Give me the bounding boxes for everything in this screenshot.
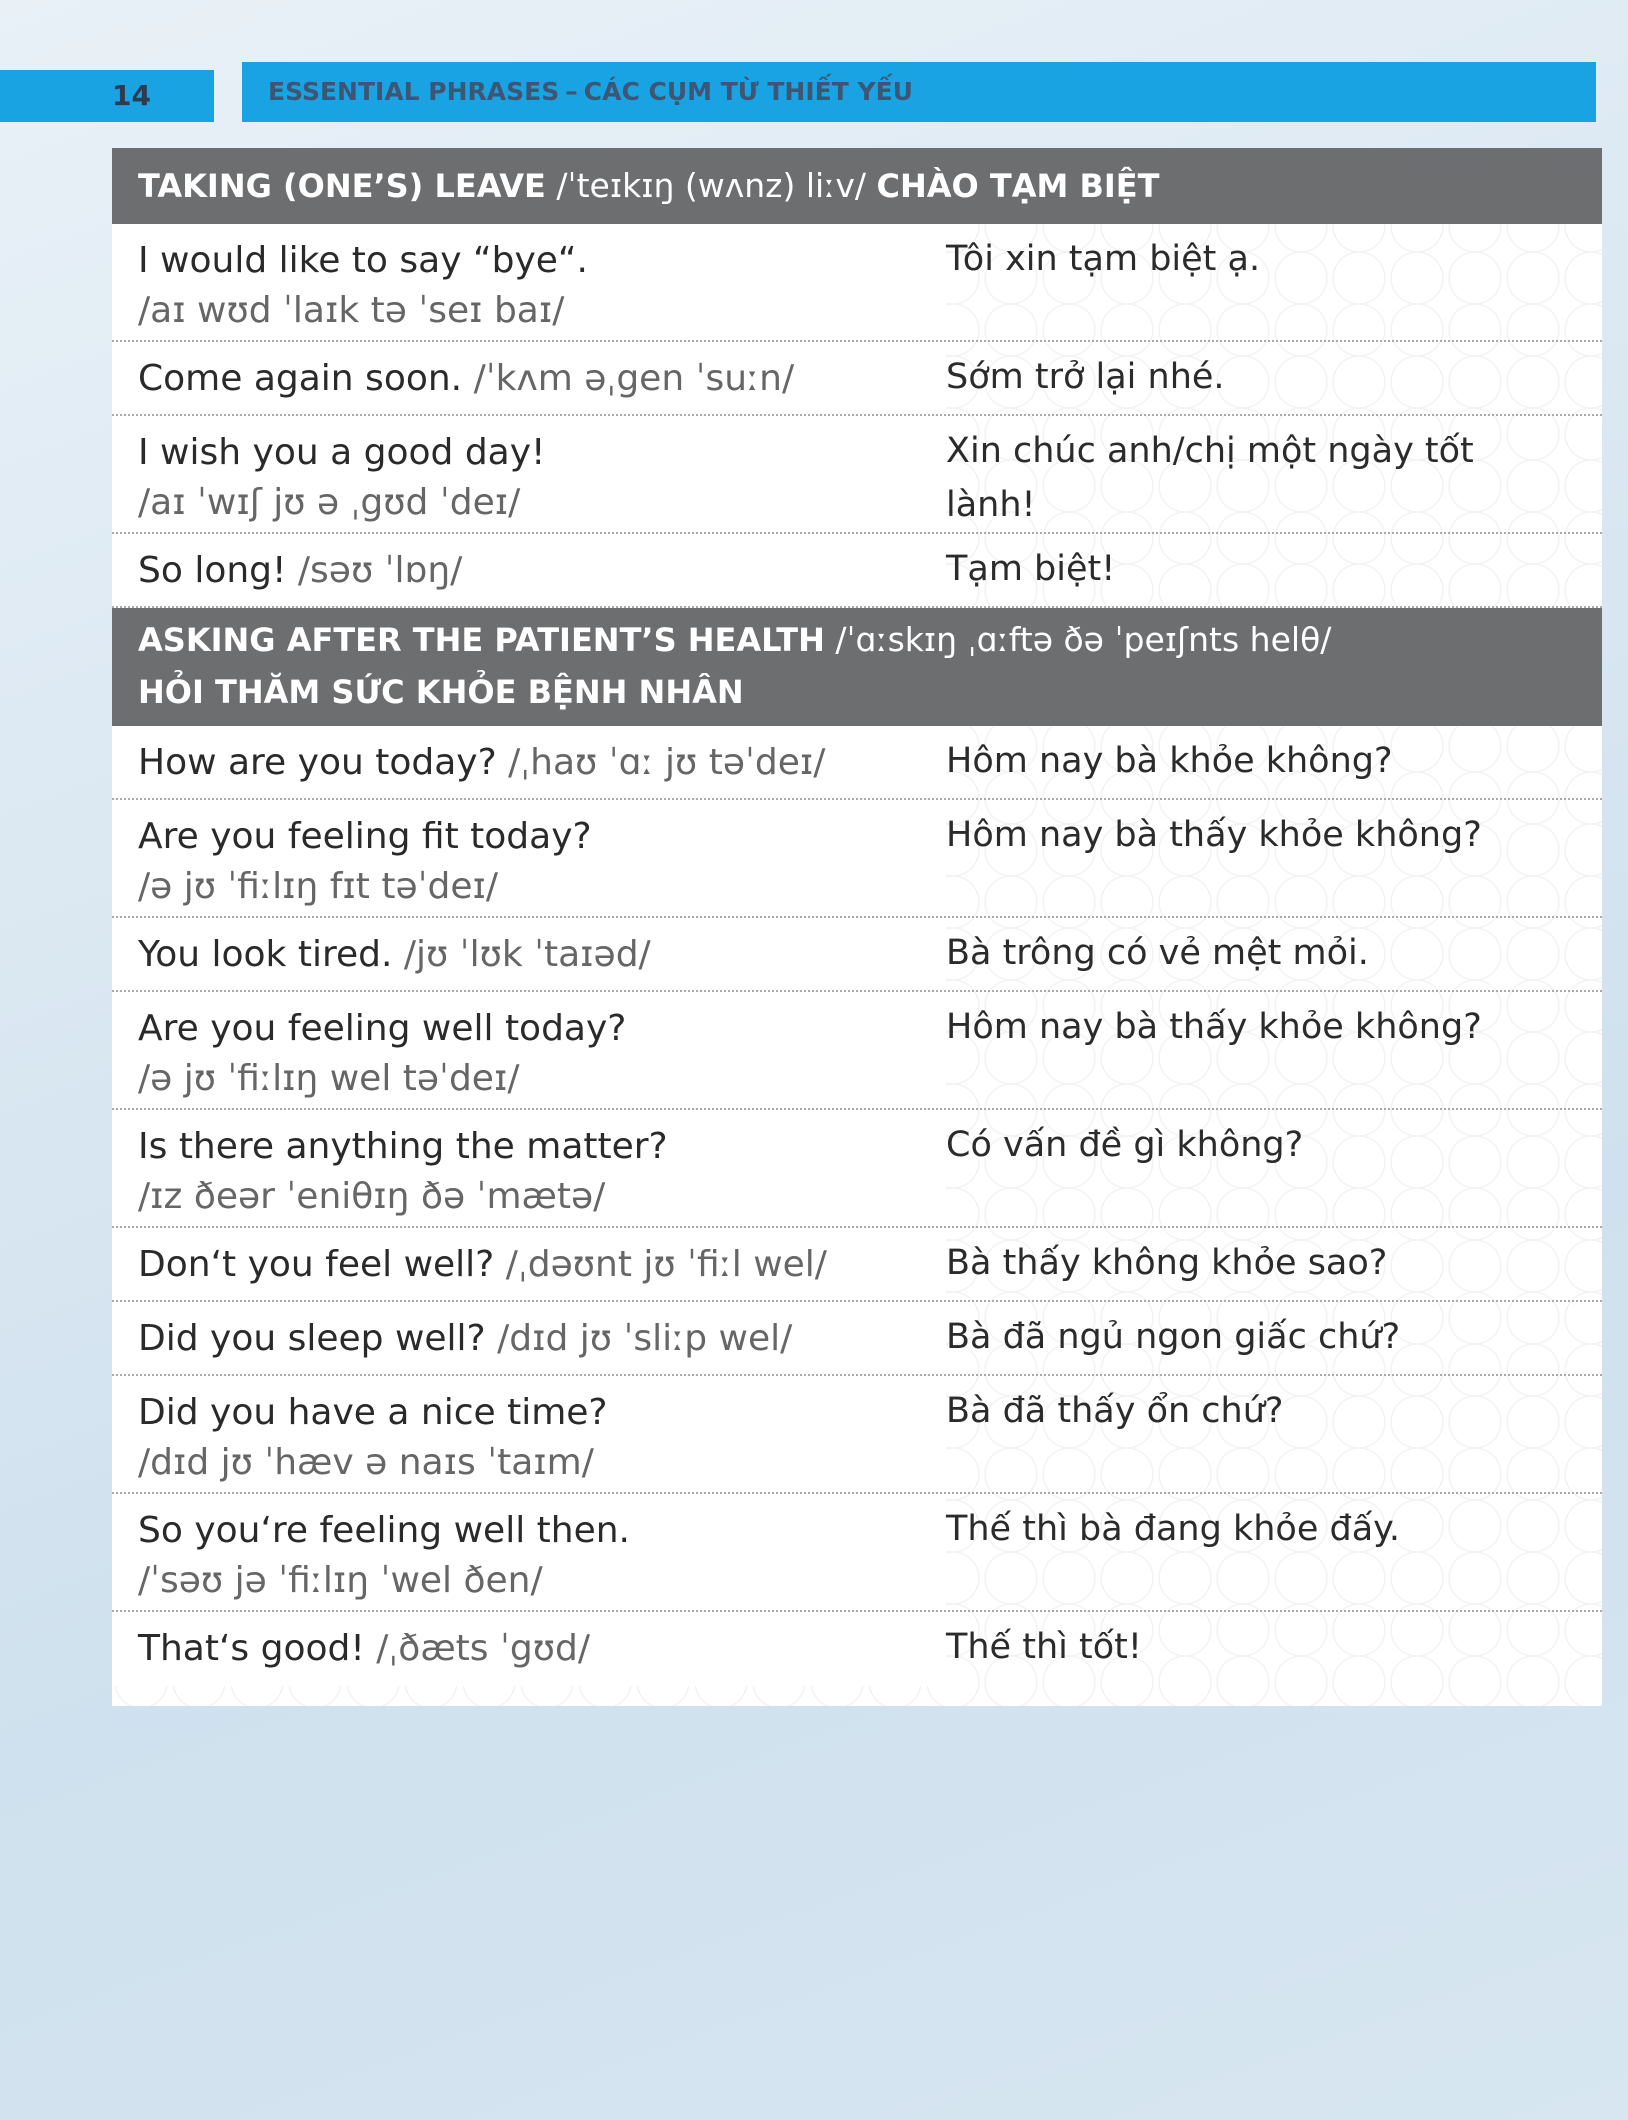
phrase-cell <box>112 1228 946 1300</box>
phrase-cell <box>112 800 946 916</box>
translation-cell: Thế thì tốt! <box>946 1627 1142 1667</box>
phrase-cell <box>112 918 946 990</box>
table-row <box>112 1376 1602 1494</box>
translation-cell: Bà thấy không khỏe sao? <box>946 1243 1388 1283</box>
running-title-separator: – <box>565 77 578 106</box>
phrase-text: So you‘re feeling well then. <box>138 1510 630 1551</box>
phrase-cell <box>112 1110 946 1226</box>
section-heading-taking-leave <box>112 148 1602 224</box>
phrase-cell <box>112 1612 946 1686</box>
table-row <box>112 416 1602 534</box>
section-heading-en: ASKING AFTER THE PATIENT’S HEALTH <box>138 621 825 659</box>
translation-cell: Bà đã thấy ổn chứ? <box>946 1391 1284 1431</box>
table-row <box>112 1302 1602 1376</box>
section-heading-vi: CHÀO TẠM BIỆT <box>876 167 1160 205</box>
phrase-cell <box>112 992 946 1108</box>
table-row <box>112 1228 1602 1302</box>
table-row <box>112 1494 1602 1612</box>
page-number: 14 <box>112 79 151 112</box>
phrase-text: Come again soon. <box>138 358 463 399</box>
phrase-ipa: /aɪ ˈwɪʃ jʊ ə ˌgʊd ˈdeɪ/ <box>138 482 521 523</box>
phrase-ipa: /dɪd jʊ ˈsliːp wel/ <box>497 1318 793 1359</box>
translation-cell: Hôm nay bà thấy khỏe không? <box>946 815 1482 855</box>
phrase-ipa: /ə jʊ ˈfiːlɪŋ fɪt təˈdeɪ/ <box>138 866 499 907</box>
phrase-text: That‘s good! <box>138 1628 365 1669</box>
table-row <box>112 1110 1602 1228</box>
phrase-ipa: /ˌhaʊ ˈɑː jʊ təˈdeɪ/ <box>508 742 826 783</box>
translation-cell: Sớm trở lại nhé. <box>946 357 1225 397</box>
section-heading-vi: HỎI THĂM SỨC KHỎE BỆNH NHÂN <box>138 673 744 711</box>
phrase-cell <box>112 416 946 532</box>
phrase-text: I wish you a good day! <box>138 432 546 473</box>
translation-cell: Thế thì bà đang khỏe đấy. <box>946 1509 1400 1549</box>
translation-cell: Bà đã ngủ ngon giấc chứ? <box>946 1317 1401 1357</box>
table-row <box>112 800 1602 918</box>
phrase-ipa: /səʊ ˈlɒŋ/ <box>297 550 463 591</box>
table-row <box>112 534 1602 608</box>
translation-cell: Bà trông có vẻ mệt mỏi. <box>946 933 1369 973</box>
table-row <box>112 1612 1602 1686</box>
section-heading-ipa: /ˈteɪkɪŋ (wʌnz) liːv/ <box>556 166 866 205</box>
section-heading-asking-health <box>112 608 1602 726</box>
phrase-ipa: /ə jʊ ˈfiːlɪŋ wel təˈdeɪ/ <box>138 1058 520 1099</box>
phrase-text: So long! <box>138 550 287 591</box>
section-heading-ipa: /ˈɑːskɪŋ ˌɑːftə ðə ˈpeɪʃnts helθ/ <box>835 620 1332 659</box>
translation-cell: Xin chúc anh/chị một ngày tốt lành! <box>946 431 1474 525</box>
phrase-ipa: /ɪz ðeər ˈeniθɪŋ ðə ˈmætə/ <box>138 1176 606 1217</box>
phrase-ipa: /ˈsəʊ jə ˈfiːlɪŋ ˈwel ðen/ <box>138 1560 543 1601</box>
phrase-ipa: /ˈkʌm əˌgen ˈsuːn/ <box>473 358 795 399</box>
phrase-text: You look tired. <box>138 934 393 975</box>
phrase-text: How are you today? <box>138 742 497 783</box>
phrase-text: Did you have a nice time? <box>138 1392 608 1433</box>
table-row <box>112 918 1602 992</box>
phrase-ipa: /aɪ wʊd ˈlaɪk tə ˈseɪ baɪ/ <box>138 290 565 331</box>
translation-cell: Tạm biệt! <box>946 549 1116 589</box>
phrase-text: Don‘t you feel well? <box>138 1244 495 1285</box>
page-header <box>0 52 1600 124</box>
phrase-ipa: /jʊ ˈlʊk ˈtaɪəd/ <box>403 934 651 975</box>
phrase-text: Are you feeling fit today? <box>138 816 592 857</box>
table-row <box>112 992 1602 1110</box>
translation-cell: Tôi xin tạm biệt ạ. <box>946 239 1261 279</box>
phrase-ipa: /ˌdəʊnt jʊ ˈfiːl wel/ <box>505 1244 827 1285</box>
page-number-bar <box>0 70 214 122</box>
phrase-cell <box>112 1494 946 1610</box>
phrase-text: Did you sleep well? <box>138 1318 486 1359</box>
running-title-en: ESSENTIAL PHRASES <box>268 77 560 106</box>
section-heading-en: TAKING (ONE’S) LEAVE <box>138 167 546 205</box>
running-title <box>242 62 1596 122</box>
table-row <box>112 342 1602 416</box>
phrase-table <box>112 148 1602 1706</box>
phrase-cell <box>112 224 946 340</box>
table-row <box>112 224 1602 342</box>
phrase-ipa: /dɪd jʊ ˈhæv ə naɪs ˈtaɪm/ <box>138 1442 594 1483</box>
phrase-cell <box>112 534 946 606</box>
phrase-text: I would like to say “bye“. <box>138 240 588 281</box>
table-row <box>112 726 1602 800</box>
phrase-cell <box>112 342 946 414</box>
running-title-vi: CÁC CỤM TỪ THIẾT YẾU <box>583 77 913 106</box>
phrase-cell <box>112 1376 946 1492</box>
translation-cell: Có vấn đề gì không? <box>946 1125 1304 1165</box>
phrase-text: Are you feeling well today? <box>138 1008 627 1049</box>
phrase-text: Is there anything the matter? <box>138 1126 668 1167</box>
translation-cell: Hôm nay bà thấy khỏe không? <box>946 1007 1482 1047</box>
phrase-ipa: /ˌðæts ˈgʊd/ <box>376 1628 590 1669</box>
phrase-cell <box>112 1302 946 1374</box>
phrase-cell <box>112 726 946 798</box>
translation-cell: Hôm nay bà khỏe không? <box>946 741 1393 781</box>
